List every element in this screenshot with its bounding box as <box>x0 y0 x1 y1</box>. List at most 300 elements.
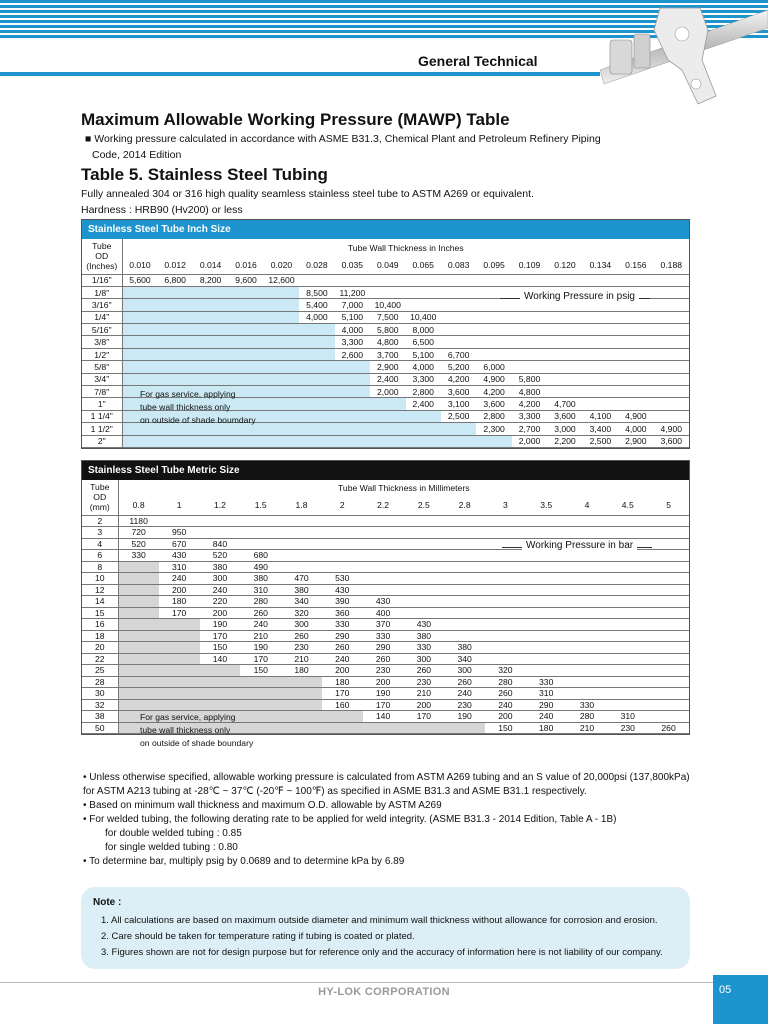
pressure-cell: 380 <box>200 561 241 573</box>
pressure-cell: 2,800 <box>406 386 441 398</box>
tube-od-cell: 15 <box>82 607 118 619</box>
pressure-cell: 330 <box>363 630 404 642</box>
pressure-cell: 3,300 <box>335 336 370 348</box>
empty-cell <box>485 596 526 608</box>
pressure-cell: 170 <box>322 688 363 700</box>
empty-cell <box>299 274 334 286</box>
pressure-cell: 5,800 <box>512 373 547 385</box>
pressure-cell: 2,900 <box>370 361 405 373</box>
gas-service-note <box>140 388 256 427</box>
pressure-cell: 4,000 <box>406 361 441 373</box>
empty-cell <box>228 348 263 360</box>
wall-thickness-column: 1.5 <box>240 495 281 515</box>
empty-cell <box>281 561 322 573</box>
pressure-cell: 4,800 <box>370 336 405 348</box>
gas-note-line: For gas service, applying <box>140 712 236 722</box>
empty-cell <box>240 515 281 527</box>
empty-cell <box>441 299 476 311</box>
pressure-cell: 430 <box>322 584 363 596</box>
empty-cell <box>322 711 363 723</box>
pressure-cell: 260 <box>240 607 281 619</box>
wall-thickness-column: 5 <box>648 495 689 515</box>
empty-cell <box>363 722 404 734</box>
empty-cell <box>370 435 405 447</box>
empty-cell <box>335 361 370 373</box>
table-row <box>82 653 689 665</box>
empty-cell <box>607 630 648 642</box>
pressure-cell: 2,000 <box>512 435 547 447</box>
inch-table-heading: Stainless Steel Tube Inch Size <box>82 220 689 239</box>
empty-cell <box>648 607 689 619</box>
note-item: 2. Care should be taken for temperature rating if tubing is coated or plated. <box>101 931 415 942</box>
pressure-cell: 520 <box>118 538 159 550</box>
empty-cell <box>403 584 444 596</box>
pressure-cell: 6,000 <box>476 361 511 373</box>
empty-cell <box>118 619 159 631</box>
pressure-cell: 12,600 <box>264 274 299 286</box>
wall-thickness-column: 4.5 <box>607 495 648 515</box>
tube-od-cell: 14 <box>82 596 118 608</box>
empty-cell <box>444 538 485 550</box>
pressure-cell: 260 <box>322 642 363 654</box>
pressure-cell: 5,400 <box>299 299 334 311</box>
pressure-cell: 320 <box>281 607 322 619</box>
table-header-row <box>82 480 689 495</box>
empty-cell <box>159 688 200 700</box>
tube-od-cell: 50 <box>82 722 118 734</box>
pressure-cell: 310 <box>607 711 648 723</box>
empty-cell <box>322 527 363 539</box>
section-title: General Technical <box>418 53 538 69</box>
empty-cell <box>618 311 653 323</box>
pressure-cell: 2,400 <box>370 373 405 385</box>
empty-cell <box>118 607 159 619</box>
pressure-cell: 520 <box>200 550 241 562</box>
tube-od-cell: 18 <box>82 630 118 642</box>
pressure-cell: 330 <box>322 619 363 631</box>
empty-cell <box>228 435 263 447</box>
empty-cell <box>526 596 567 608</box>
empty-cell <box>441 435 476 447</box>
pressure-cell: 4,000 <box>618 423 653 435</box>
empty-cell <box>157 299 192 311</box>
empty-cell <box>526 630 567 642</box>
empty-cell <box>607 642 648 654</box>
page-subtitle <box>85 131 605 163</box>
wall-thickness-column: 0.083 <box>441 256 476 274</box>
pressure-cell: 170 <box>159 607 200 619</box>
empty-cell <box>299 398 334 410</box>
empty-cell <box>648 538 689 550</box>
pressure-cell: 290 <box>363 642 404 654</box>
tube-od-cell: 1/16" <box>82 274 122 286</box>
pressure-cell: 190 <box>444 711 485 723</box>
pressure-cell: 200 <box>159 584 200 596</box>
empty-cell <box>281 688 322 700</box>
tube-od-cell: 16 <box>82 619 118 631</box>
empty-cell <box>547 274 582 286</box>
empty-cell <box>193 435 228 447</box>
empty-cell <box>403 607 444 619</box>
empty-cell <box>654 286 689 298</box>
table-row <box>82 561 689 573</box>
pressure-cell: 230 <box>607 722 648 734</box>
empty-cell <box>567 676 608 688</box>
wall-thickness-column: 2 <box>322 495 363 515</box>
empty-cell <box>441 324 476 336</box>
empty-cell <box>281 550 322 562</box>
empty-cell <box>444 607 485 619</box>
empty-cell <box>159 676 200 688</box>
tube-od-cell: 25 <box>82 665 118 677</box>
pressure-cell: 230 <box>444 699 485 711</box>
wall-thickness-column: 0.095 <box>476 256 511 274</box>
tube-od-cell: 7/8" <box>82 386 122 398</box>
pressure-cell: 180 <box>322 676 363 688</box>
pressure-cell: 400 <box>363 607 404 619</box>
empty-cell <box>547 311 582 323</box>
description-line-1: Fully annealed 304 or 316 high quality seamless stainless steel tube to ASTM A269 or equivalent. <box>81 188 534 200</box>
empty-cell <box>122 299 157 311</box>
empty-cell <box>299 336 334 348</box>
pressure-cell: 3,700 <box>370 348 405 360</box>
pressure-cell: 3,400 <box>583 423 618 435</box>
pressure-cell: 240 <box>200 584 241 596</box>
pressure-cell: 680 <box>240 550 281 562</box>
empty-cell <box>567 653 608 665</box>
empty-cell <box>583 311 618 323</box>
empty-cell <box>526 515 567 527</box>
empty-cell <box>441 286 476 298</box>
empty-cell <box>607 653 648 665</box>
subtitle-line-1: ■ Working pressure calculated in accordance with ASME B31.3, Chemical Plant and Petroleum Refinery Piping <box>85 133 601 145</box>
wall-thickness-column: 4 <box>567 495 608 515</box>
pressure-cell: 310 <box>526 688 567 700</box>
empty-cell <box>335 386 370 398</box>
pressure-cell: 240 <box>322 653 363 665</box>
table-row <box>82 324 689 336</box>
tube-od-cell: 1/8" <box>82 286 122 298</box>
pressure-cell: 7,000 <box>335 299 370 311</box>
tube-od-cell: 3/16" <box>82 299 122 311</box>
empty-cell <box>335 410 370 422</box>
pressure-cell: 280 <box>485 676 526 688</box>
footnote-line: for double welded tubing : 0.85 <box>105 828 242 839</box>
pressure-cell: 3,300 <box>512 410 547 422</box>
empty-cell <box>118 642 159 654</box>
empty-cell <box>654 386 689 398</box>
empty-cell <box>240 676 281 688</box>
empty-cell <box>526 527 567 539</box>
empty-cell <box>485 584 526 596</box>
empty-cell <box>485 653 526 665</box>
pressure-cell: 210 <box>567 722 608 734</box>
pressure-cell: 2,900 <box>618 435 653 447</box>
empty-cell <box>476 311 511 323</box>
tube-od-cell: 32 <box>82 699 118 711</box>
pressure-cell: 370 <box>363 619 404 631</box>
empty-cell <box>322 550 363 562</box>
empty-cell <box>299 373 334 385</box>
empty-cell <box>228 373 263 385</box>
empty-cell <box>618 361 653 373</box>
empty-cell <box>567 619 608 631</box>
empty-cell <box>583 386 618 398</box>
empty-cell <box>648 550 689 562</box>
empty-cell <box>607 573 648 585</box>
empty-cell <box>476 336 511 348</box>
empty-cell <box>403 561 444 573</box>
empty-cell <box>441 311 476 323</box>
table-row <box>82 688 689 700</box>
empty-cell <box>403 722 444 734</box>
pressure-cell: 200 <box>200 607 241 619</box>
empty-cell <box>583 361 618 373</box>
empty-cell <box>264 386 299 398</box>
empty-cell <box>281 722 322 734</box>
empty-cell <box>240 699 281 711</box>
wall-thickness-column: 0.010 <box>122 256 157 274</box>
pressure-cell: 190 <box>200 619 241 631</box>
empty-cell <box>476 435 511 447</box>
empty-cell <box>618 324 653 336</box>
table-row <box>82 619 689 631</box>
wall-thickness-column: 3.5 <box>526 495 567 515</box>
empty-cell <box>654 336 689 348</box>
pressure-cell: 290 <box>322 630 363 642</box>
pressure-cell: 4,900 <box>618 410 653 422</box>
empty-cell <box>526 584 567 596</box>
wall-thickness-column: 0.049 <box>370 256 405 274</box>
empty-cell <box>648 699 689 711</box>
footnotes <box>83 771 693 869</box>
empty-cell <box>403 538 444 550</box>
pressure-cell: 4,100 <box>583 410 618 422</box>
wall-thickness-column: 0.020 <box>264 256 299 274</box>
empty-cell <box>476 299 511 311</box>
empty-cell <box>403 527 444 539</box>
table-row <box>82 311 689 323</box>
empty-cell <box>299 348 334 360</box>
empty-cell <box>122 361 157 373</box>
empty-cell <box>335 398 370 410</box>
footer-brand: HY-LOK CORPORATION <box>318 986 450 998</box>
empty-cell <box>118 653 159 665</box>
tube-od-cell: 22 <box>82 653 118 665</box>
empty-cell <box>567 642 608 654</box>
pressure-cell: 280 <box>567 711 608 723</box>
empty-cell <box>444 515 485 527</box>
empty-cell <box>444 630 485 642</box>
pressure-cell: 1180 <box>118 515 159 527</box>
empty-cell <box>583 398 618 410</box>
empty-cell <box>299 410 334 422</box>
empty-cell <box>567 630 608 642</box>
empty-cell <box>618 386 653 398</box>
wall-thickness-column: 0.012 <box>157 256 192 274</box>
pressure-cell: 3,300 <box>406 373 441 385</box>
pressure-cell: 330 <box>567 699 608 711</box>
empty-cell <box>485 561 526 573</box>
pressure-cell: 2,300 <box>476 423 511 435</box>
pressure-cell: 240 <box>240 619 281 631</box>
pressure-cell: 300 <box>200 573 241 585</box>
pressure-cell: 380 <box>403 630 444 642</box>
empty-cell <box>512 348 547 360</box>
pressure-cell: 430 <box>403 619 444 631</box>
pressure-cell: 2,600 <box>335 348 370 360</box>
wall-thickness-column: 3 <box>485 495 526 515</box>
pressure-cell: 240 <box>444 688 485 700</box>
empty-cell <box>264 373 299 385</box>
pressure-cell: 320 <box>485 665 526 677</box>
empty-cell <box>193 311 228 323</box>
empty-cell <box>567 596 608 608</box>
description-line-2: Hardness : HRB90 (Hv200) or less <box>81 204 243 216</box>
empty-cell <box>648 688 689 700</box>
tube-od-cell: 1 1/4" <box>82 410 122 422</box>
pressure-cell: 180 <box>159 596 200 608</box>
empty-cell <box>476 274 511 286</box>
footnote-line: • To determine bar, multiply psig by 0.0689 and to determine kPa by 6.89 <box>83 856 405 867</box>
empty-cell <box>485 550 526 562</box>
empty-cell <box>444 584 485 596</box>
empty-cell <box>648 642 689 654</box>
pressure-cell: 8,200 <box>193 274 228 286</box>
pressure-cell: 260 <box>485 688 526 700</box>
empty-cell <box>159 642 200 654</box>
empty-cell <box>335 373 370 385</box>
empty-cell <box>403 596 444 608</box>
empty-cell <box>512 324 547 336</box>
wall-thickness-column: 0.028 <box>299 256 334 274</box>
empty-cell <box>200 676 241 688</box>
pressure-cell: 3,000 <box>547 423 582 435</box>
empty-cell <box>406 286 441 298</box>
table-row <box>82 435 689 447</box>
empty-cell <box>648 711 689 723</box>
empty-cell <box>648 561 689 573</box>
pressure-cell: 220 <box>200 596 241 608</box>
empty-cell <box>363 550 404 562</box>
empty-cell <box>335 435 370 447</box>
tube-od-cell: 1" <box>82 398 122 410</box>
empty-cell <box>370 274 405 286</box>
pressure-cell: 310 <box>159 561 200 573</box>
pressure-cell: 4,900 <box>476 373 511 385</box>
empty-cell <box>264 336 299 348</box>
pressure-cell: 5,100 <box>335 311 370 323</box>
pressure-cell: 4,200 <box>441 373 476 385</box>
empty-cell <box>228 286 263 298</box>
pressure-cell: 490 <box>240 561 281 573</box>
empty-cell <box>193 299 228 311</box>
table-row <box>82 274 689 286</box>
pressure-cell: 4,700 <box>547 398 582 410</box>
pressure-cell: 230 <box>281 642 322 654</box>
wall-thickness-header: Tube Wall Thickness in Millimeters <box>338 482 470 493</box>
empty-cell <box>363 573 404 585</box>
empty-cell <box>607 665 648 677</box>
gas-note-line: For gas service, applying <box>140 389 236 399</box>
pressure-cell: 4,200 <box>476 386 511 398</box>
empty-cell <box>567 550 608 562</box>
empty-cell <box>157 435 192 447</box>
empty-cell <box>200 688 241 700</box>
pressure-cell: 720 <box>118 527 159 539</box>
wall-thickness-column: 1.8 <box>281 495 322 515</box>
table-row <box>82 676 689 688</box>
wall-thickness-column: 0.035 <box>335 256 370 274</box>
wall-thickness-column: 0.8 <box>118 495 159 515</box>
pressure-cell: 170 <box>363 699 404 711</box>
od-header: Tube OD (mm) <box>82 480 118 515</box>
empty-cell <box>118 630 159 642</box>
pressure-cell: 4,000 <box>299 311 334 323</box>
gas-service-note <box>140 711 253 750</box>
empty-cell <box>403 515 444 527</box>
metric-table-grid <box>82 480 689 734</box>
empty-cell <box>654 410 689 422</box>
page-number: 05 <box>713 975 768 1024</box>
pressure-cell: 3,600 <box>441 386 476 398</box>
empty-cell <box>157 336 192 348</box>
empty-cell <box>264 348 299 360</box>
empty-cell <box>281 515 322 527</box>
empty-cell <box>157 286 192 298</box>
empty-cell <box>281 676 322 688</box>
empty-cell <box>441 423 476 435</box>
table-description <box>81 186 681 218</box>
empty-cell <box>547 348 582 360</box>
empty-cell <box>406 435 441 447</box>
empty-cell <box>547 336 582 348</box>
wall-thickness-column: 1 <box>159 495 200 515</box>
empty-cell <box>607 688 648 700</box>
tube-od-cell: 3/8" <box>82 336 122 348</box>
pressure-cell: 470 <box>281 573 322 585</box>
pressure-cell: 210 <box>281 653 322 665</box>
empty-cell <box>228 361 263 373</box>
empty-cell <box>157 311 192 323</box>
empty-cell <box>444 573 485 585</box>
empty-cell <box>157 348 192 360</box>
empty-cell <box>118 688 159 700</box>
pressure-cell: 150 <box>240 665 281 677</box>
empty-cell <box>567 573 608 585</box>
pressure-cell: 300 <box>403 653 444 665</box>
empty-cell <box>406 410 441 422</box>
empty-cell <box>567 527 608 539</box>
tube-od-cell: 10 <box>82 573 118 585</box>
empty-cell <box>654 311 689 323</box>
empty-cell <box>159 515 200 527</box>
table-row <box>82 336 689 348</box>
pressure-cell: 4,200 <box>512 398 547 410</box>
tube-od-cell: 28 <box>82 676 118 688</box>
pressure-cell: 5,100 <box>406 348 441 360</box>
empty-cell <box>567 607 608 619</box>
working-pressure-label: Working Pressure in bar <box>522 540 637 551</box>
empty-cell <box>122 311 157 323</box>
empty-cell <box>476 286 511 298</box>
empty-cell <box>648 584 689 596</box>
tube-od-cell: 38 <box>82 711 118 723</box>
pressure-cell: 170 <box>240 653 281 665</box>
empty-cell <box>335 423 370 435</box>
pressure-cell: 6,500 <box>406 336 441 348</box>
empty-cell <box>485 619 526 631</box>
